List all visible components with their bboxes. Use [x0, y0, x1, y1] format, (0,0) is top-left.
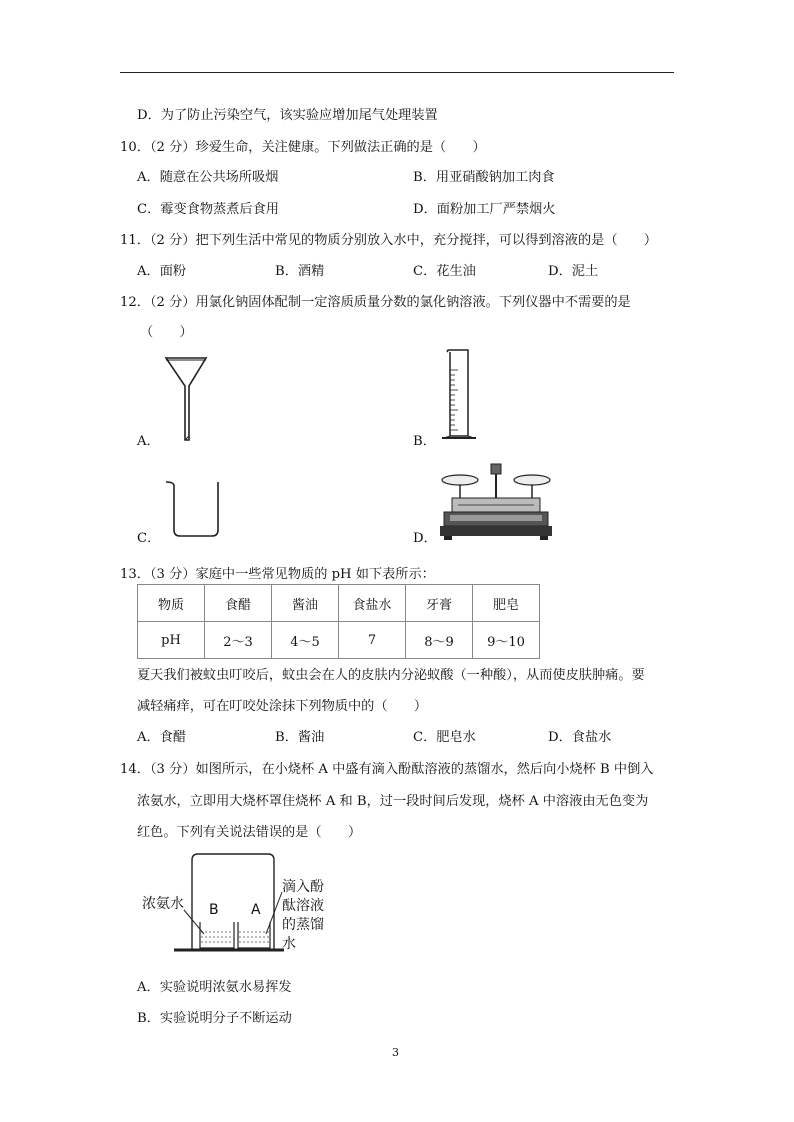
funnel-icon [164, 356, 208, 442]
q14-stem-line2: 浓氨水，立即用大烧杯罩住烧杯 A 和 B，过一段时间后发现，烧杯 A 中溶液由无色变为 [137, 794, 649, 809]
q10-option-b: B．用亚硝酸钠加工肉食 [413, 170, 555, 185]
q13-option-a: A．食醋 [137, 730, 187, 745]
q10-option-d: D．面粉加工厂严禁烟火 [413, 202, 556, 217]
q13-option-b: B．酱油 [275, 730, 325, 745]
q9-option-d: D．为了防止污染空气，该实验应增加尾气处理装置 [137, 108, 438, 123]
table-cell: 8～9 [406, 622, 473, 659]
balance-scale-icon [438, 460, 554, 542]
table-cell: pH [138, 622, 205, 659]
q11-option-a: A．面粉 [137, 264, 187, 279]
q13-option-d: D．食盐水 [548, 730, 612, 745]
q13-paragraph-line1: 夏天我们被蚊虫叮咬后，蚊虫会在人的皮肤内分泌蚁酸（一种酸），从而使皮肤肿痛。要 [137, 668, 645, 683]
q12-option-a-label: A． [137, 434, 160, 449]
beaker-icon [160, 476, 226, 540]
table-header-row [138, 585, 540, 622]
page-number: 3 [392, 1046, 399, 1059]
q12-stem: 12．（2 分）用氯化钠固体配制一定溶质质量分数的氯化钠溶液。下列仪器中不需要的是 [120, 295, 631, 310]
header-rule [120, 72, 674, 73]
q11-option-d: D．泥土 [548, 264, 599, 279]
table-cell: 9～10 [473, 622, 540, 659]
q12-stem-cont: （ ） [140, 325, 193, 340]
q10-option-a: A．随意在公共场所吸烟 [137, 170, 279, 185]
ph-table [137, 584, 540, 659]
label-phenolphthalein-line: 的蒸馏 [282, 917, 324, 933]
q14-option-a: A．实验说明浓氨水易挥发 [137, 980, 292, 995]
table-cell: 牙膏 [406, 585, 473, 622]
q10-option-c: C．霉变食物蒸煮后食用 [137, 202, 279, 217]
label-phenolphthalein-line: 滴入酚 [282, 879, 324, 895]
table-cell: 物质 [138, 585, 205, 622]
q12-option-c-label: C． [137, 531, 161, 546]
label-phenolphthalein-line: 水 [282, 936, 296, 952]
q10-stem: 10．（2 分）珍爱生命，关注健康。下列做法正确的是（ ） [120, 140, 486, 155]
label-phenolphthalein-line: 酞溶液 [282, 898, 324, 914]
table-row [138, 622, 540, 659]
table-cell: 食醋 [205, 585, 272, 622]
q13-option-c: C．肥皂水 [413, 730, 476, 745]
q14-stem-line3: 红色。下列有关说法错误的是（ ） [137, 825, 362, 840]
table-cell: 7 [339, 622, 406, 659]
table-cell: 4～5 [272, 622, 339, 659]
label-ammonia: 浓氨水 [142, 896, 184, 912]
table-cell: 肥皂 [473, 585, 540, 622]
q14-stem-line1: 14．（3 分）如图所示，在小烧杯 A 中盛有滴入酚酞溶液的蒸馏水，然后向小烧杯 B 中倒入 [120, 762, 654, 777]
graduated-cylinder-icon [438, 348, 478, 444]
q13-stem: 13．（3 分）家庭中一些常见物质的 pH 如下表所示： [120, 567, 435, 582]
label-beaker-b: B [209, 902, 219, 918]
q13-paragraph-line2: 减轻痛痒，可在叮咬处涂抹下列物质中的（ ） [137, 699, 428, 714]
label-beaker-a: A [251, 902, 261, 918]
table-cell: 2～3 [205, 622, 272, 659]
label-phenolphthalein [282, 878, 324, 954]
q11-option-b: B．酒精 [275, 264, 325, 279]
q12-option-d-label: D． [413, 531, 437, 546]
table-cell: 酱油 [272, 585, 339, 622]
q14-option-b: B．实验说明分子不断运动 [137, 1011, 292, 1026]
table-cell: 食盐水 [339, 585, 406, 622]
q11-option-c: C．花生油 [413, 264, 476, 279]
q11-stem: 11．（2 分）把下列生活中常见的物质分别放入水中，充分搅拌，可以得到溶液的是（ ） [120, 233, 658, 248]
q12-option-b-label: B． [413, 434, 436, 449]
